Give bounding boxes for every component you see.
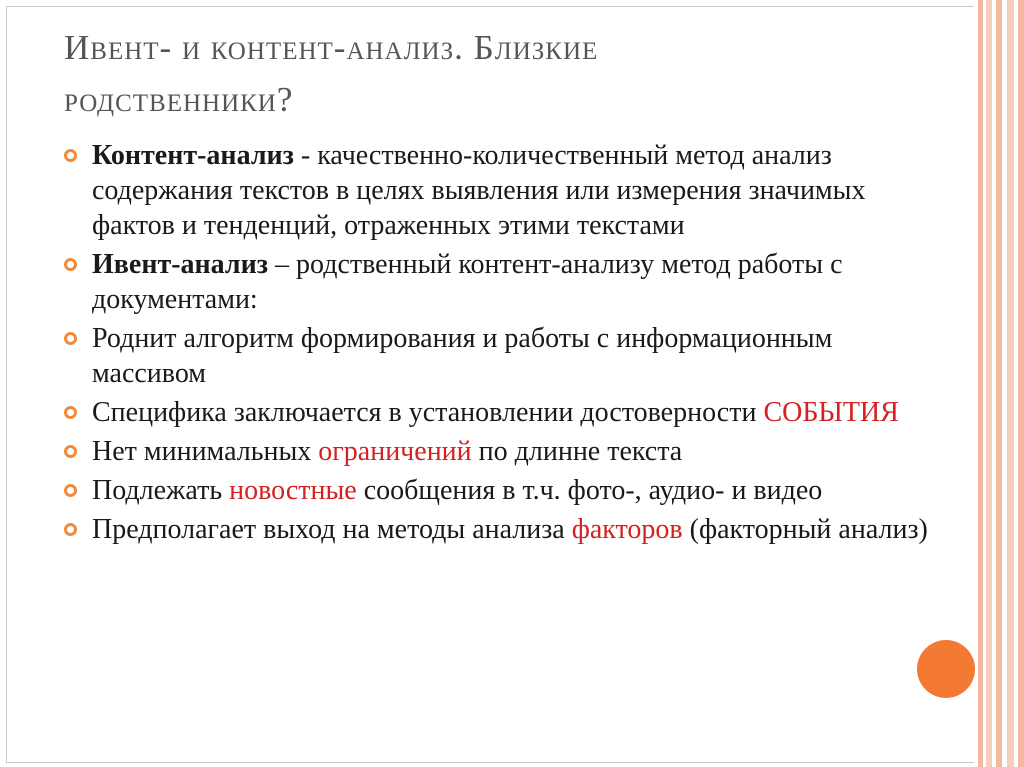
bullet-item: [64, 395, 944, 430]
bullet-item: [64, 247, 944, 317]
bullet-text: - качественно-количественный метод анализ содержания текстов в целях выявления или измерения значимых фактов и тенденций, отраженных этими текстами: [92, 140, 866, 241]
slide-title: [64, 22, 884, 126]
bullet-text: (факторный анализ): [682, 514, 928, 545]
bullet-circle-icon: [64, 406, 77, 419]
bullet-circle-icon: [64, 484, 77, 497]
bullet-text: Подлежать: [92, 475, 230, 506]
slide-title-line-2: родственники?: [64, 80, 294, 119]
bullet-text: по длинне текста: [471, 436, 683, 467]
slide-title-line-1: Ивент- и контент-анализ. Близкие: [64, 28, 599, 67]
bullet-circle-icon: [64, 523, 77, 536]
bullet-item: [64, 473, 944, 508]
bullet-circle-icon: [64, 445, 77, 458]
bullet-text: – родственный контент-анализу метод работы с документами:: [92, 249, 843, 315]
bullet-text: Специфика заключается в установлении достоверности: [92, 397, 764, 428]
bullet-lead: Ивент-анализ: [92, 249, 269, 280]
bullet-item: [64, 434, 944, 469]
bullet-circle-icon: [64, 149, 77, 162]
bullet-text: Роднит алгоритм формирования и работы с информационным массивом: [92, 323, 833, 389]
bullet-highlight: новостные: [229, 475, 357, 506]
bullet-highlight: факторов: [571, 514, 683, 545]
decorative-orange-circle: [917, 640, 975, 698]
bullet-list: [64, 138, 944, 551]
decorative-stripes: [974, 0, 1024, 767]
bullet-item: [64, 512, 944, 547]
bullet-item: [64, 138, 944, 243]
bullet-lead: Контент-анализ: [92, 140, 294, 171]
bullet-item: [64, 321, 944, 391]
bullet-highlight: ограничений: [318, 436, 472, 467]
bullet-circle-icon: [64, 258, 77, 271]
bullet-text: Нет минимальных: [92, 436, 319, 467]
bullet-text: Предполагает выход на методы анализа: [92, 514, 572, 545]
bullet-circle-icon: [64, 332, 77, 345]
bullet-text: сообщения в т.ч. фото-, аудио- и видео: [356, 475, 823, 506]
bullet-highlight: СОБЫТИЯ: [763, 397, 899, 428]
